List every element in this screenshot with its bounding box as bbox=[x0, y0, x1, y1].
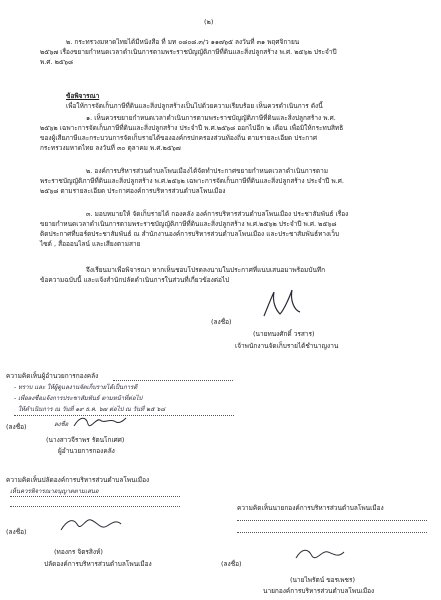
item2-line-2: พระราชบัญญัติภาษีที่ดินและสิ่งปลูกสร้าง พ.ศ.๒๕๖๒ เฉพาะการจัดเก็บภาษีที่ดินและสิ่งปลูกสร้าง ประจำปี พ.ศ. bbox=[40, 177, 344, 185]
intro-line-1: ๒. กระทรวงมหาดไทยได้มีหนังสือ ที่ มท ๐๘๐๘.๓/ว ๑๑๗๖๕ ลงวันที่ ๓๑ พฤศจิกายน bbox=[66, 38, 300, 46]
item2-line-3: ๒๕๖๘ ตามรายละเอียด ประกาศองค์การบริหารส่วนตำบลโพนเมือง bbox=[40, 187, 226, 195]
review1-heading: ความคิดเห็นผู้อำนวยการกองคลัง bbox=[6, 372, 99, 380]
signature-1 bbox=[250, 286, 320, 322]
page-number: (๒) bbox=[204, 18, 214, 26]
review1-name: (นางสาวจีราพร รัตนโกเศศ) bbox=[46, 436, 125, 444]
item3-line-2: ขยายกำหนดเวลาดำเนินการตามพระราชบัญญัติภาษีที่ดินและสิ่งปลูกสร้าง พ.ศ.๒๕๖๒ ประจำปี พ.ศ. ๒๕๖๘ bbox=[40, 220, 337, 228]
item1-line-1: ๑. เห็นควรขยายกำหนดเวลาดำเนินการตามพระราชบัญญัติภาษีที่ดินและสิ่งปลูกสร้าง พ.ศ. bbox=[86, 114, 336, 122]
review2-handwritten: เห็นควรพิจารณาอนุญาตตามเสนอ bbox=[10, 488, 99, 495]
intro-line-3: พ.ศ. ๒๕๖๘ bbox=[40, 58, 73, 66]
closing-line-1: จึงเรียนมาเพื่อพิจารณา หากเห็นชอบโปรดลงนามในประกาศที่แนบเสนอมาพร้อมบันทึก bbox=[86, 266, 326, 274]
item2-line-1: ๒. องค์การบริหารส่วนตำบลโพนเมืองได้จัดทำประกาศขยายกำหนดเวลาดำเนินการตาม bbox=[86, 167, 329, 175]
item3-line-3: ติดประกาศที่บอร์ดประชาสัมพันธ์ ณ สำนักงานองค์การบริหารส่วนตำบลโพนเมือง และประชาสัมพันธ์ทางเว็บ bbox=[40, 230, 340, 238]
closing-line-2: ข้อความฉบับนี้ และแจ้งสำนักปลัดดำเนินการในส่วนที่เกี่ยวข้องต่อไป bbox=[40, 276, 230, 284]
intro-line-2: ๒๕๖๗ เรื่องขยายกำหนดเวลาดำเนินการตามพระราชบัญญัติภาษีที่ดินและสิ่งปลูกสร้าง พ.ศ. ๒๕๖๒ ประจำปี bbox=[40, 48, 337, 56]
signature-4 bbox=[290, 544, 350, 564]
signature-2 bbox=[70, 412, 130, 432]
review2-position: ปลัดองค์การบริหารส่วนตำบลโพนเมือง bbox=[44, 560, 152, 568]
item3-line-4: ไซต์ , สื่อออนไลน์ และเสียงตามสาย bbox=[40, 240, 141, 248]
review2-heading: ความคิดเห็นปลัดองค์การบริหารส่วนตำบลโพนเมือง bbox=[6, 476, 150, 484]
signature-3 bbox=[55, 514, 125, 536]
review1-handwritten-2: - เพื่อลงชื่อแจ้งการประชาสัมพันธ์ ตามหน้าที่ต่อไป bbox=[14, 395, 143, 402]
review2-sign-label: (ลงชื่อ) bbox=[6, 528, 27, 536]
review1-handwritten-4: ลงชื่อ bbox=[54, 421, 69, 428]
review3-heading: ความคิดเห็นนายกองค์การบริหารส่วนตำบลโพนเมือง bbox=[237, 504, 384, 512]
signer1-sign-label: (ลงชื่อ) bbox=[211, 318, 232, 326]
review2-name: (ทองกร จิตรสิงห์) bbox=[54, 548, 103, 556]
review1-sign-label: (ลงชื่อ) bbox=[6, 423, 27, 431]
item3-line-1: ๓. มอบหมายให้ จัดเก็บรายได้ กองคลัง องค์การบริหารส่วนตำบลโพนเมือง ประชาสัมพันธ์ เรื่อง bbox=[86, 210, 349, 218]
signer1-name: (นายทนงศักดิ์ วรสาร) bbox=[253, 330, 315, 338]
item1-line-3: ของผู้เสียภาษีและกระบวนการจัดเก็บรายได้ขององค์กรปกครองส่วนท้องถิ่น ตามรายละเอียด ประกาศ bbox=[40, 134, 318, 142]
review3-sign-label: (ลงชื่อ) bbox=[221, 560, 242, 568]
review3-name: (นายไพรัตน์ ขอรเพชร) bbox=[290, 576, 355, 584]
review3-position: นายกองค์การบริหารส่วนตำบลโพนเมือง bbox=[263, 587, 375, 595]
item1-line-2: ๒๕๖๒ เฉพาะการจัดเก็บภาษีที่ดินและสิ่งปลูกสร้าง ประจำปี พ.ศ.๒๕๖๘ ออกไปอีก ๒ เดือน เพื่อมิให้กระทบสิทธิ bbox=[40, 124, 344, 132]
consideration-heading: ข้อพิจารณา bbox=[66, 92, 100, 100]
review1-handwritten-1: - ทราบ และ ให้ผู้ดูแลงานจัดเก็บรายได้เป็นการดี bbox=[14, 384, 138, 391]
item1-line-4: กระทรวงมหาดไทย ลงวันที่ ๓๐ ตุลาคม พ.ศ.๒๕๖๗ bbox=[40, 144, 181, 152]
review1-handwritten-3: ให้ดำเนินการ ณ วันที่ ๑๙ ธ.ค. ๖๗ ต่อไป ณ วันที่ ๒๕ ๖๘ bbox=[18, 406, 165, 413]
review1-position: ผู้อำนวยการกองคลัง bbox=[58, 447, 115, 455]
signer1-position: เจ้าพนักงานจัดเก็บรายได้ชำนาญงาน bbox=[235, 342, 339, 350]
consideration-lead: เพื่อให้การจัดเก็บภาษีที่ดินและสิ่งปลูกสร้างเป็นไปด้วยความเรียบร้อย เห็นควรดำเนินการ ดังนี้ bbox=[66, 102, 323, 110]
